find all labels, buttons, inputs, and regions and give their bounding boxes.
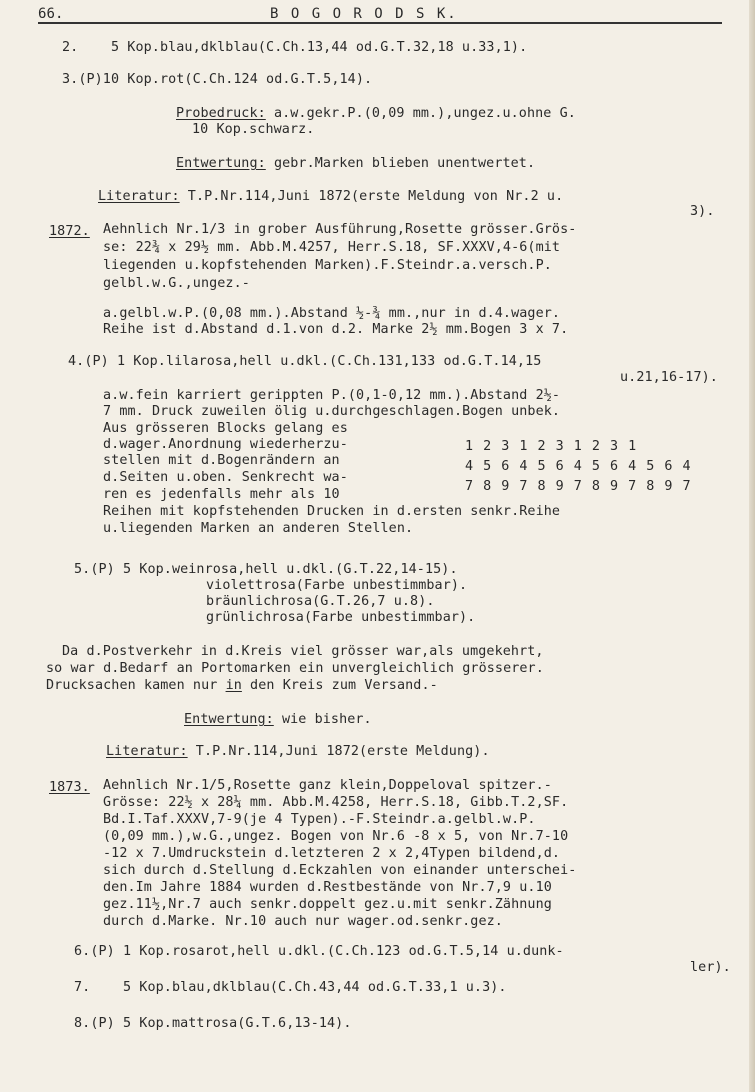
literatur-text: T.P.Nr.114,Juni 1872(erste Meldung von Nr.2 u.	[179, 189, 564, 204]
entry-4-a-5: stellen mit d.Bogenrändern an	[103, 453, 340, 468]
sheet-arrangement-grid	[465, 437, 692, 497]
entry-6-cont: ler).	[690, 960, 731, 975]
variant-a-1: a.gelbl.w.P.(0,08 mm.).Abstand ½-¾ mm.,nur in d.4.wager.	[103, 306, 561, 321]
literatur-label-2: Literatur:	[106, 744, 188, 759]
desc-1873-2: Grösse: 22½ x 28¼ mm. Abb.M.4258, Herr.S.18, Gibb.T.2,SF.	[103, 795, 569, 810]
entry-7: 7. 5 Kop.blau,dklblau(C.Ch.43,44 od.G.T.33,1 u.3).	[74, 980, 507, 995]
desc-1873-7: den.Im Jahre 1884 wurden d.Restbestände von Nr.7,9 u.10	[103, 880, 552, 895]
desc-1873-3: Bd.I.Taf.XXXV,7-9(je 4 Typen).-F.Steindr.a.gelbl.w.P.	[103, 812, 536, 827]
header-rule	[38, 22, 722, 24]
entwertung-label-2: Entwertung:	[184, 712, 274, 727]
probedruck-label: Probedruck:	[176, 106, 266, 121]
year-1872: 1872.	[49, 224, 90, 239]
entry-4-cont: u.21,16-17).	[620, 370, 718, 385]
entry-4-a-9: u.liegenden Marken an anderen Stellen.	[103, 521, 414, 536]
desc-1873-8: gez.11½,Nr.7 auch senkr.doppelt gez.u.mit senkr.Zähnung	[103, 897, 552, 912]
literatur-label: Literatur:	[98, 189, 180, 204]
grid-row-2: 4 5 6 4 5 6 4 5 6 4 5 6 4	[465, 459, 692, 474]
entry-4-a-6: d.Seiten u.oben. Senkrecht wa-	[103, 470, 348, 485]
paragraph-postverkehr-2: so war d.Bedarf an Portomarken ein unvergleichlich grösserer.	[46, 661, 544, 676]
grid-row-3: 7 8 9 7 8 9 7 8 9 7 8 9 7	[465, 479, 692, 494]
entry-5-color-4: grünlichrosa(Farbe unbestimmbar).	[206, 610, 476, 625]
desc-1872-1: Aehnlich Nr.1/3 in grober Ausführung,Rosette grösser.Grös-	[103, 222, 577, 237]
desc-1873-1: Aehnlich Nr.1/5,Rosette ganz klein,Doppeloval spitzer.-	[103, 778, 552, 793]
entwertung-text: gebr.Marken blieben unentwertet.	[265, 156, 536, 171]
entry-4-a-8: Reihen mit kopfstehenden Drucken in d.ersten senkr.Reihe	[103, 504, 561, 519]
grid-row-1: 1 2 3 1 2 3 1 2 3 1	[465, 439, 638, 454]
desc-1873-5: -12 x 7.Umdruckstein d.letzteren 2 x 2,4Typen bildend,d.	[103, 846, 561, 861]
entry-4: 4.(P) 1 Kop.lilarosa,hell u.dkl.(C.Ch.131,133 od.G.T.14,15	[68, 354, 542, 369]
desc-1873-9: durch d.Marke. Nr.10 auch nur wager.od.senkr.gez.	[103, 914, 503, 929]
paragraph-postverkehr-3	[46, 678, 438, 694]
page-number: 66.	[38, 6, 64, 22]
probedruck-text-2: 10 Kop.schwarz.	[192, 122, 315, 137]
entwertung-line-2	[184, 712, 372, 728]
year-1873: 1873.	[49, 780, 90, 795]
desc-1872-3: liegenden u.kopfstehenden Marken).F.Steindr.a.versch.P.	[103, 258, 552, 273]
entry-3: 3.(P)10 Kop.rot(C.Ch.124 od.G.T.5,14).	[62, 72, 373, 87]
page-title: B O G O R O D S K.	[270, 6, 458, 22]
variant-a-2: Reihe ist d.Abstand d.1.von d.2. Marke 2½ mm.Bogen 3 x 7.	[103, 322, 569, 337]
underlined-in: in	[225, 678, 242, 693]
page-edge-shadow	[749, 0, 755, 1092]
entwertung-line-1	[176, 156, 535, 172]
entry-6: 6.(P) 1 Kop.rosarot,hell u.dkl.(C.Ch.123 od.G.T.5,14 u.dunk-	[74, 944, 564, 959]
probedruck-line	[176, 106, 576, 122]
paragraph-text-end: den Kreis zum Versand.-	[241, 678, 438, 693]
entwertung-label: Entwertung:	[176, 156, 266, 171]
desc-1873-4: (0,09 mm.),w.G.,ungez. Bogen von Nr.6 -8 x 5, von Nr.7-10	[103, 829, 569, 844]
entry-4-a-4: d.wager.Anordnung wiederherzu-	[103, 437, 348, 452]
probedruck-text: a.w.gekr.P.(0,09 mm.),ungez.u.ohne G.	[265, 106, 576, 121]
entry-4-a-2: 7 mm. Druck zuweilen ölig u.durchgeschlagen.Bogen unbek.	[103, 404, 561, 419]
literatur-line-2	[106, 744, 490, 760]
entry-5-color-2: violettrosa(Farbe unbestimmbar).	[206, 578, 468, 593]
literatur-text-cont: 3).	[690, 204, 715, 219]
desc-1872-2: se: 22¾ x 29½ mm. Abb.M.4257, Herr.S.18, SF.XXXV,4-6(mit	[103, 240, 561, 255]
entry-4-a-3: Aus grösseren Blocks gelang es	[103, 421, 348, 436]
entry-8: 8.(P) 5 Kop.mattrosa(G.T.6,13-14).	[74, 1016, 352, 1031]
entry-2: 2. 5 Kop.blau,dklblau(C.Ch.13,44 od.G.T.32,18 u.33,1).	[62, 40, 528, 55]
entry-5-color-3: bräunlichrosa(G.T.26,7 u.8).	[206, 594, 435, 609]
desc-1873-6: sich durch d.Stellung d.Eckzahlen von einander unterschei-	[103, 863, 577, 878]
entwertung-text-2: wie bisher.	[273, 712, 372, 727]
paragraph-text-start: Drucksachen kamen nur	[46, 678, 226, 693]
literatur-line-1	[98, 189, 563, 205]
entry-4-a-1: a.w.fein karriert gerippten P.(0,1-0,12 mm.).Abstand 2½-	[103, 388, 561, 403]
paragraph-postverkehr-1: Da d.Postverkehr in d.Kreis viel grösser war,als umgekehrt,	[62, 644, 544, 659]
desc-1872-4: gelbl.w.G.,ungez.-	[103, 276, 250, 291]
entry-4-a-7: ren es jedenfalls mehr als 10	[103, 487, 340, 502]
entry-5: 5.(P) 5 Kop.weinrosa,hell u.dkl.(G.T.22,14-15).	[74, 562, 458, 577]
literatur-text-2: T.P.Nr.114,Juni 1872(erste Meldung).	[187, 744, 490, 759]
